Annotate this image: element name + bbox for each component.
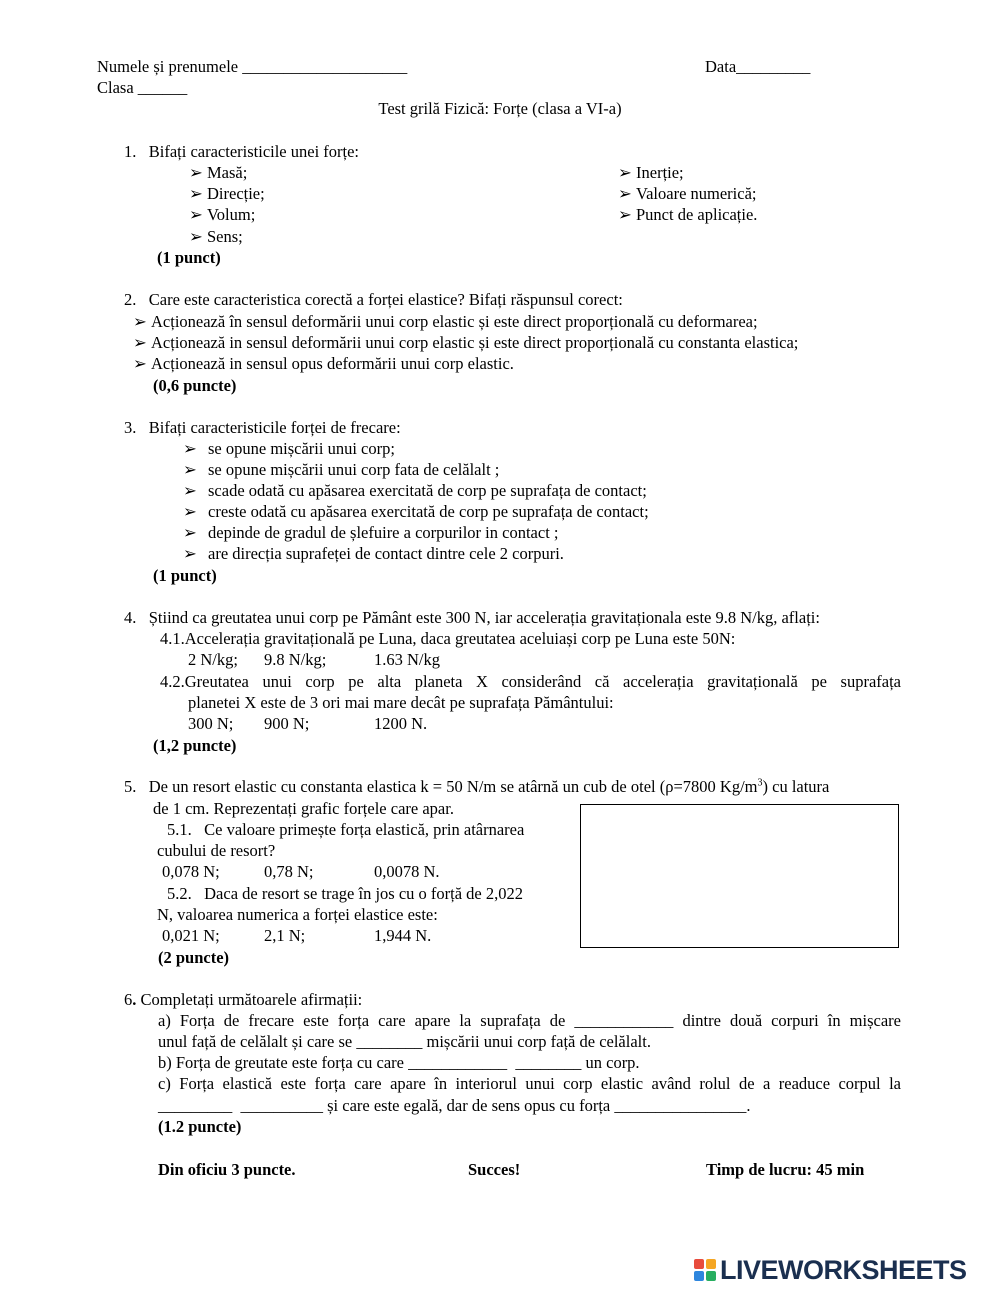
q3-points: (1 punct) <box>153 566 217 585</box>
q3-option[interactable]: ➢ se opune mișcării unui corp fata de celălalt ; <box>183 460 500 479</box>
logo-text: LIVEWORKSHEETS <box>720 1254 967 1285</box>
q5-sub2-cont: N, valoarea numerica a forței elastice este: <box>157 905 438 924</box>
q4-sub1-option[interactable]: 2 N/kg; <box>188 650 238 669</box>
q3-question: 3. Bifați caracteristicile forței de frecare: <box>124 418 401 437</box>
q2-option[interactable]: ➢ Acționează in sensul opus deformării unui corp elastic. <box>133 354 514 373</box>
q4-sub2: 4.2.Greutatea unui corp pe alta planeta X considerând că accelerația gravitațională pe suprafața <box>160 672 901 691</box>
arrow-bullet-icon: ➢ <box>183 439 197 458</box>
time-limit: Timp de lucru: 45 min <box>706 1160 865 1179</box>
q5-sub1-option[interactable]: 0,078 N; <box>162 862 220 881</box>
arrow-bullet-icon: ➢ <box>183 502 197 521</box>
q6-a-cont[interactable]: unul față de celălalt și care se ________ mișcării unui corp față de celălalt. <box>158 1032 651 1051</box>
date-field: Data_________ <box>705 57 811 76</box>
q3-option[interactable]: ➢ are direcția suprafeței de contact dintre cele 2 corpuri. <box>183 544 564 563</box>
page-title: Test grilă Fizică: Forțe (clasa a VI-a) <box>378 99 622 118</box>
q3-option[interactable]: ➢ se opune mișcării unui corp; <box>183 439 395 458</box>
q1-option[interactable]: ➢ Inerție; <box>618 163 684 182</box>
q5-sub2: 5.2. Daca de resort se trage în jos cu o forță de 2,022 <box>167 884 524 903</box>
drawing-box[interactable] <box>580 804 899 948</box>
q1-option[interactable]: ➢ Direcție; <box>189 184 265 203</box>
arrow-bullet-icon: ➢ <box>189 205 203 224</box>
q1-option[interactable]: ➢ Valoare numerică; <box>618 184 757 203</box>
liveworksheets-logo <box>694 1255 967 1285</box>
arrow-bullet-icon: ➢ <box>133 333 147 352</box>
q1-points: (1 punct) <box>157 248 221 267</box>
q2-option[interactable]: ➢ Acționează în sensul deformării unui corp elastic și este direct proporțională cu deformarea; <box>133 312 758 331</box>
q1-option[interactable]: ➢ Volum; <box>189 205 256 224</box>
q6-b[interactable]: b) Forța de greutate este forța cu care ____________ ________ un corp. <box>158 1053 640 1072</box>
q2-option[interactable]: ➢ Acționează in sensul deformării unui corp elastic și este direct proporțională cu constanta elastica; <box>133 333 799 352</box>
q5-sub2-option[interactable]: 0,021 N; <box>162 926 220 945</box>
q6-points: (1.2 puncte) <box>158 1117 242 1136</box>
arrow-bullet-icon: ➢ <box>618 205 632 224</box>
q5-sub1: 5.1. Ce valoare primește forța elastică, prin atârnarea <box>167 820 525 839</box>
q6-c[interactable]: c) Forța elastică este forța care apare în interiorul unui corp elastic având rolul de a readuce corpul la <box>158 1074 901 1093</box>
liveworksheets-logo-icon <box>694 1259 716 1281</box>
arrow-bullet-icon: ➢ <box>618 184 632 203</box>
q6-question: 6. Completați următoarele afirmații: <box>124 990 363 1009</box>
q3-option[interactable]: ➢ scade odată cu apăsarea exercitată de corp pe suprafața de contact; <box>183 481 647 500</box>
q4-sub2-option[interactable]: 900 N; <box>264 714 310 733</box>
q4-sub1-option[interactable]: 1.63 N/kg <box>374 650 440 669</box>
arrow-bullet-icon: ➢ <box>183 460 197 479</box>
q4-sub2-option[interactable]: 1200 N. <box>374 714 428 733</box>
arrow-bullet-icon: ➢ <box>618 163 632 182</box>
q4-sub2-cont: planetei X este de 3 ori mai mare decât pe suprafața Pământului: <box>188 693 614 712</box>
q2-question: 2. Care este caracteristica corectă a forței elastice? Bifați răspunsul corect: <box>124 290 623 309</box>
q5-sub1-option[interactable]: 0,78 N; <box>264 862 314 881</box>
q1-question: 1. Bifați caracteristicile unei forțe: <box>124 142 360 161</box>
name-field: Numele și prenumele ____________________ <box>97 57 408 76</box>
q4-points: (1,2 puncte) <box>153 736 237 755</box>
arrow-bullet-icon: ➢ <box>183 481 197 500</box>
q3-option[interactable]: ➢ creste odată cu apăsarea exercitată de corp pe suprafața de contact; <box>183 502 649 521</box>
office-points: Din oficiu 3 puncte. <box>158 1160 296 1179</box>
arrow-bullet-icon: ➢ <box>189 184 203 203</box>
q5-question-cont: de 1 cm. Reprezentați grafic forțele care apar. <box>153 799 454 818</box>
q4-sub1-option[interactable]: 9.8 N/kg; <box>264 650 327 669</box>
q2-points: (0,6 puncte) <box>153 376 237 395</box>
q6-a[interactable]: a) Forța de frecare este forța care apare la suprafața de ____________ dintre două corpuri în mișcare <box>158 1011 901 1030</box>
q4-sub1: 4.1.Accelerația gravitațională pe Luna, daca greutatea aceluiași corp pe Luna este 50N: <box>160 629 736 648</box>
class-field: Clasa ______ <box>97 78 188 97</box>
arrow-bullet-icon: ➢ <box>133 312 147 331</box>
arrow-bullet-icon: ➢ <box>189 163 203 182</box>
q5-points: (2 puncte) <box>158 948 230 967</box>
q4-question: 4. Știind ca greutatea unui corp pe Pământ este 300 N, iar accelerația gravitaționala este 9.8 N/kg, aflați: <box>124 608 820 627</box>
q5-sub2-option[interactable]: 1,944 N. <box>374 926 432 945</box>
q5-sub1-option[interactable]: 0,0078 N. <box>374 862 440 881</box>
q3-option[interactable]: ➢ depinde de gradul de șlefuire a corpurilor in contact ; <box>183 523 559 542</box>
q4-sub2-option[interactable]: 300 N; <box>188 714 234 733</box>
q1-option[interactable]: ➢ Sens; <box>189 227 243 246</box>
q5-sub1-cont: cubului de resort? <box>157 841 276 860</box>
q1-option[interactable]: ➢ Punct de aplicație. <box>618 205 758 224</box>
q5-question: 5. De un resort elastic cu constanta elastica k = 50 N/m se atârnă un cub de otel (ρ=7800 $Kg/m^3$) cu latura <box>124 777 830 796</box>
q6-c-cont[interactable]: _________ __________ și care este egală, dar de sens opus cu forța ________________. <box>158 1096 751 1115</box>
q1-option[interactable]: ➢ Masă; <box>189 163 248 182</box>
q5-sub2-option[interactable]: 2,1 N; <box>264 926 306 945</box>
success-text: Succes! <box>468 1160 521 1179</box>
arrow-bullet-icon: ➢ <box>133 354 147 373</box>
arrow-bullet-icon: ➢ <box>183 523 197 542</box>
arrow-bullet-icon: ➢ <box>189 227 203 246</box>
arrow-bullet-icon: ➢ <box>183 544 197 563</box>
